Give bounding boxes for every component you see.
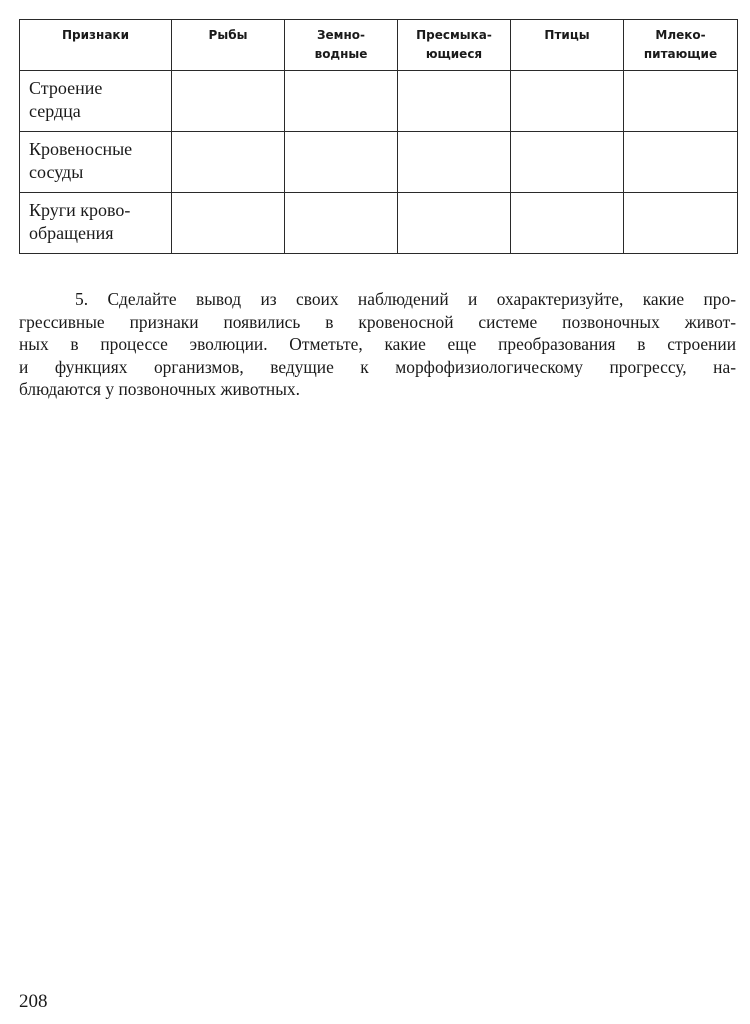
row-label xyxy=(20,132,172,193)
header-amphibians xyxy=(285,20,398,71)
row-label xyxy=(20,71,172,132)
row-label-text: сосуды xyxy=(29,162,84,182)
header-criteria xyxy=(20,20,172,71)
header-birds xyxy=(511,20,624,71)
table-header-row xyxy=(20,20,738,71)
table-row-heart-structure xyxy=(20,71,738,132)
answer-cell-mammals[interactable] xyxy=(624,132,738,193)
row-label-text: обращения xyxy=(29,223,114,243)
task-line: блюдаются у позвоночных животных. xyxy=(19,379,300,399)
header-text: Земно- xyxy=(317,28,365,42)
answer-cell-fish[interactable] xyxy=(172,193,285,254)
header-text: Млеко- xyxy=(655,28,706,42)
page-number: 208 xyxy=(19,991,48,1012)
header-reptiles xyxy=(398,20,511,71)
answer-cell-amphibians[interactable] xyxy=(285,71,398,132)
table-row-circulation-circuits xyxy=(20,193,738,254)
task-line: ных в процессе эволюции. Отметьте, какие еще преобразования в строении xyxy=(19,334,736,354)
task-line: грессивные признаки появились в кровеносной системе позвоночных живот- xyxy=(19,311,736,332)
task-line: и функциях организмов, ведущие к морфофизиологическому прогрессу, на- xyxy=(19,356,736,377)
header-text: водные xyxy=(314,47,368,61)
task-line: 5. Сделайте вывод из своих наблюдений и охарактеризуйте, какие про- xyxy=(75,289,736,309)
row-label-text: Строение xyxy=(29,78,103,98)
header-fish xyxy=(172,20,285,71)
header-text: питающие xyxy=(643,47,718,61)
task-paragraph xyxy=(19,288,736,401)
header-text: ющиеся xyxy=(425,47,483,61)
header-text: Птицы xyxy=(544,28,590,42)
answer-cell-reptiles[interactable] xyxy=(398,71,511,132)
answer-cell-fish[interactable] xyxy=(172,71,285,132)
header-text: Признаки xyxy=(62,28,129,42)
comparison-table xyxy=(19,19,738,254)
header-text: Пресмыка- xyxy=(416,28,492,42)
table-row-blood-vessels xyxy=(20,132,738,193)
row-label-text: Кровеносные xyxy=(29,139,133,159)
header-mammals xyxy=(624,20,738,71)
answer-cell-mammals[interactable] xyxy=(624,71,738,132)
answer-cell-fish[interactable] xyxy=(172,132,285,193)
answer-cell-reptiles[interactable] xyxy=(398,193,511,254)
answer-cell-amphibians[interactable] xyxy=(285,193,398,254)
answer-cell-amphibians[interactable] xyxy=(285,132,398,193)
row-label xyxy=(20,193,172,254)
header-text: Рыбы xyxy=(208,28,248,42)
row-label-text: Круги крово- xyxy=(29,200,131,220)
answer-cell-reptiles[interactable] xyxy=(398,132,511,193)
answer-cell-birds[interactable] xyxy=(511,71,624,132)
answer-cell-birds[interactable] xyxy=(511,132,624,193)
answer-cell-mammals[interactable] xyxy=(624,193,738,254)
row-label-text: сердца xyxy=(29,101,81,121)
answer-cell-birds[interactable] xyxy=(511,193,624,254)
